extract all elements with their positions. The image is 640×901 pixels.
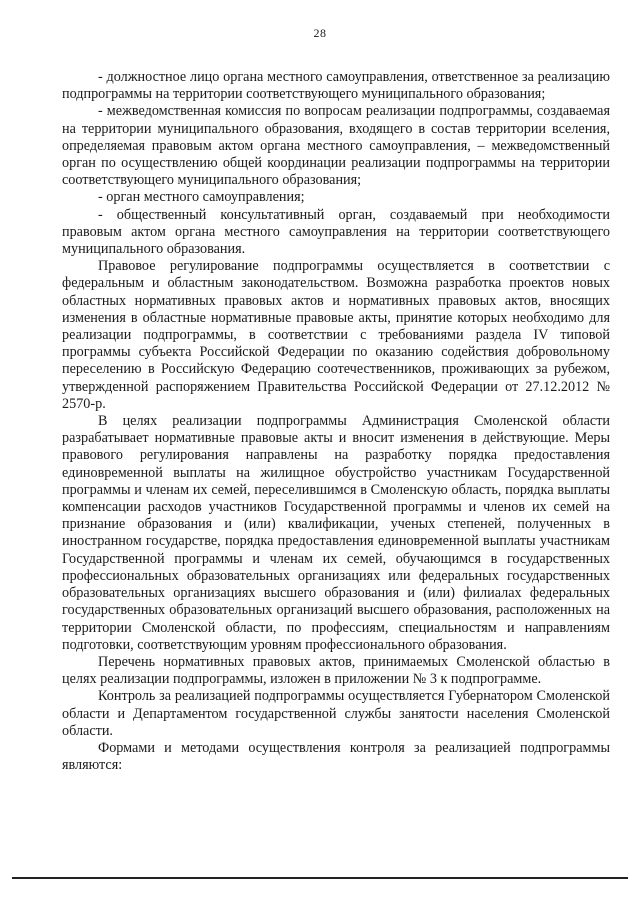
paragraph-acts-list: Перечень нормативных правовых актов, принимаемых Смоленской областью в целях реализации подпрограммы, изложен в приложении № 3 к подпрограмме. (62, 653, 610, 688)
list-item-commission: - межведомственная комиссия по вопросам реализации подпрограммы, создаваемая на территории муниципального образования, входящего в состав территории вселения, определяемая правовым актом органа местного самоуправления, – межведомственный орган по осуществлению общей координации реализации подпрограммы на территории соответствующего муниципального образования; (62, 103, 610, 189)
paragraph-administration-acts: В целях реализации подпрограммы Администрация Смоленской области разрабатывает нормативные правовые акты и вносит изменения в действующие. Меры правового регулирования направлены на разработку порядка предоставления единовременной выплаты на жилищное обустройство участникам Государственной программы и членам их семей, переселившимся в Смоленскую область, порядка выплаты компенсации расходов участников Государственной программы и членов их семей на признание образования и (или) квалификации, ученых степеней, полученных в иностранном государстве, порядка предоставления единовременной выплаты участникам Государственной программы и членам их семей, обучающимся в государственных профессиональных образовательных организациях или федеральных государственных образовательных организациях высшего образования и (или) филиалах федеральных государственных образовательных организаций высшего образования, расположенных на территории Смоленской области, по профессиям, специальностям и направлениям подготовки, соответствующим уровням профессионального образования. (62, 413, 610, 653)
page-number: 28 (313, 26, 327, 40)
document-body (62, 69, 610, 774)
list-item-local-authority: - орган местного самоуправления; (98, 189, 305, 206)
list-item-official: - должностное лицо органа местного самоуправления, ответственное за реализацию подпрограммы на территории соответствующего муниципального образования; (62, 69, 610, 103)
list-item-advisory-body: - общественный консультативный орган, создаваемый при необходимости правовым актом органа местного самоуправления на территории соответствующего муниципального образования. (62, 206, 610, 258)
bottom-divider (12, 877, 628, 879)
paragraph-control: Контроль за реализацией подпрограммы осуществляется Губернатором Смоленской области и Департаментом государственной службы занятости населения Смоленской области. (62, 688, 610, 739)
paragraph-control-forms: Формами и методами осуществления контроля за реализацией подпрограммы являются: (62, 739, 610, 774)
paragraph-legal-regulation: Правовое регулирование подпрограммы осуществляется в соответствии с федеральным и областным законодательством. Возможна разработка проектов новых областных нормативных правовых актов и нормативных правовых актов, вносящих изменения в областные нормативные правовые акты, принятие которых необходимо для реализации подпрограммы, в соответствии с требованиями раздела IV типовой программы субъекта Российской Федерации по оказанию содействия добровольному переселению в Российскую Федерацию соотечественников, проживающих за рубежом, утвержденной распоряжением Правительства Российской Федерации от 27.12.2012 № 2570-р. (62, 258, 610, 412)
